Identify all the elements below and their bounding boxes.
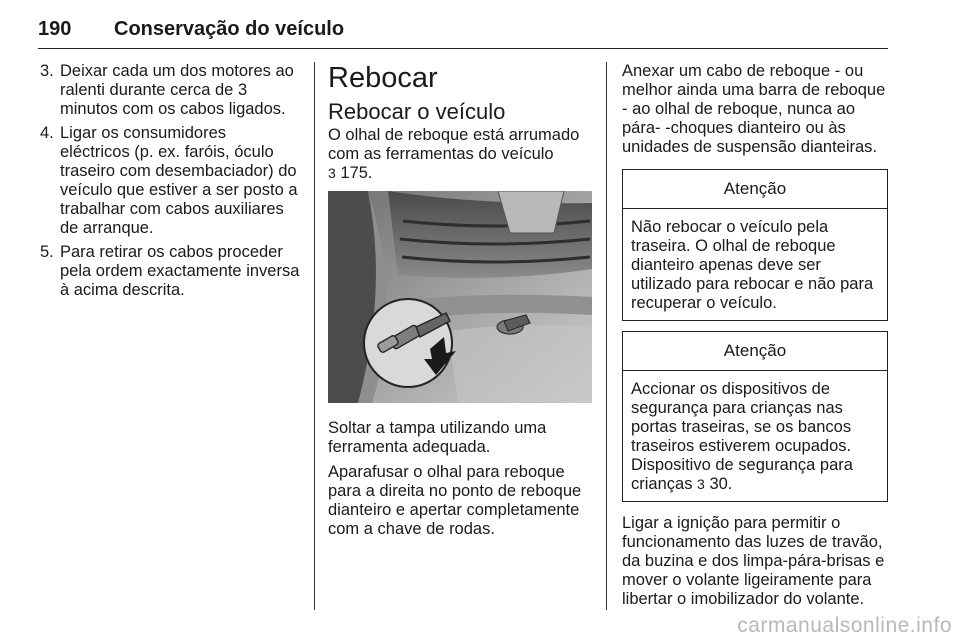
heading-towing: Rebocar (328, 62, 438, 94)
list-item (40, 124, 300, 238)
page-ref-icon[interactable]: 3 (328, 165, 336, 181)
section-title: Conservação do veículo (114, 18, 345, 40)
page-ref[interactable]: 175. (340, 164, 373, 182)
column-divider (314, 62, 315, 610)
subheading-towing-vehicle: Rebocar o veículo (328, 99, 506, 124)
page-header (38, 6, 888, 49)
warning-body: Não rebocar o veículo pela traseira. O olhal de reboque dianteiro apenas deve ser utilizado para rebocar e não para recuperar o veículo. (631, 218, 874, 312)
paragraph-remove-cover: Soltar a tampa utilizando uma ferramenta adequada. (328, 419, 547, 456)
warning-body: Accionar os dispositivos de segurança para crianças nas portas traseiras, se os bancos traseiros estiverem ocupados. Dispositivo de segurança para crianças 3 30. (631, 380, 853, 493)
list-item (40, 243, 300, 300)
column-2 (328, 62, 594, 545)
warning-box (622, 331, 888, 502)
paragraph-ignition: Ligar a ignição para permitir o funcionamento das luzes de travão, da buzina e dos limpa-pára-brisas e mover o volante ligeiramente para libertar o imobilizador do volante. (622, 514, 885, 608)
warning-title: Atenção (623, 332, 887, 371)
column-3 (622, 62, 888, 615)
column-1 (40, 62, 300, 305)
list-item (40, 62, 300, 119)
list-text: Para retirar os cabos proceder pela ordem exactamente inversa à acima descrita. (60, 243, 300, 299)
page-ref-icon[interactable]: 3 (697, 476, 705, 492)
intro-paragraph: O olhal de reboque está arrumado com as ferramentas do veículo 3 175. (328, 126, 580, 182)
warning-title: Atenção (623, 170, 887, 209)
paragraph-attach-cable: Anexar um cabo de reboque - ou melhor ainda uma barra de reboque - ao olhal de reboque, nunca ao pára- -choques dianteiro ou às unidades de suspensão dianteiras. (622, 62, 886, 156)
towing-eye-illustration (328, 191, 592, 403)
list-number: 3. (40, 62, 54, 80)
list-number: 4. (40, 124, 54, 142)
page-number: 190 (38, 18, 72, 40)
paragraph-screw-eye: Aparafusar o olhal para reboque para a direita no ponto de reboque dianteiro e apertar completamente com a chave de rodas. (328, 463, 582, 538)
watermark: carmanualsonline.info (737, 614, 952, 637)
list-number: 5. (40, 243, 54, 261)
page-ref[interactable]: 30. (709, 475, 733, 493)
list-text: Deixar cada um dos motores ao ralenti durante cerca de 3 minutos com os cabos ligados. (60, 62, 294, 118)
list-text: Ligar os consumidores eléctricos (p. ex. faróis, óculo traseiro com desembaciador) do veículo que estiver a ser posto a trabalhar com cabos auxiliares de arranque. (60, 124, 298, 237)
column-divider (606, 62, 607, 610)
warning-box (622, 169, 888, 321)
